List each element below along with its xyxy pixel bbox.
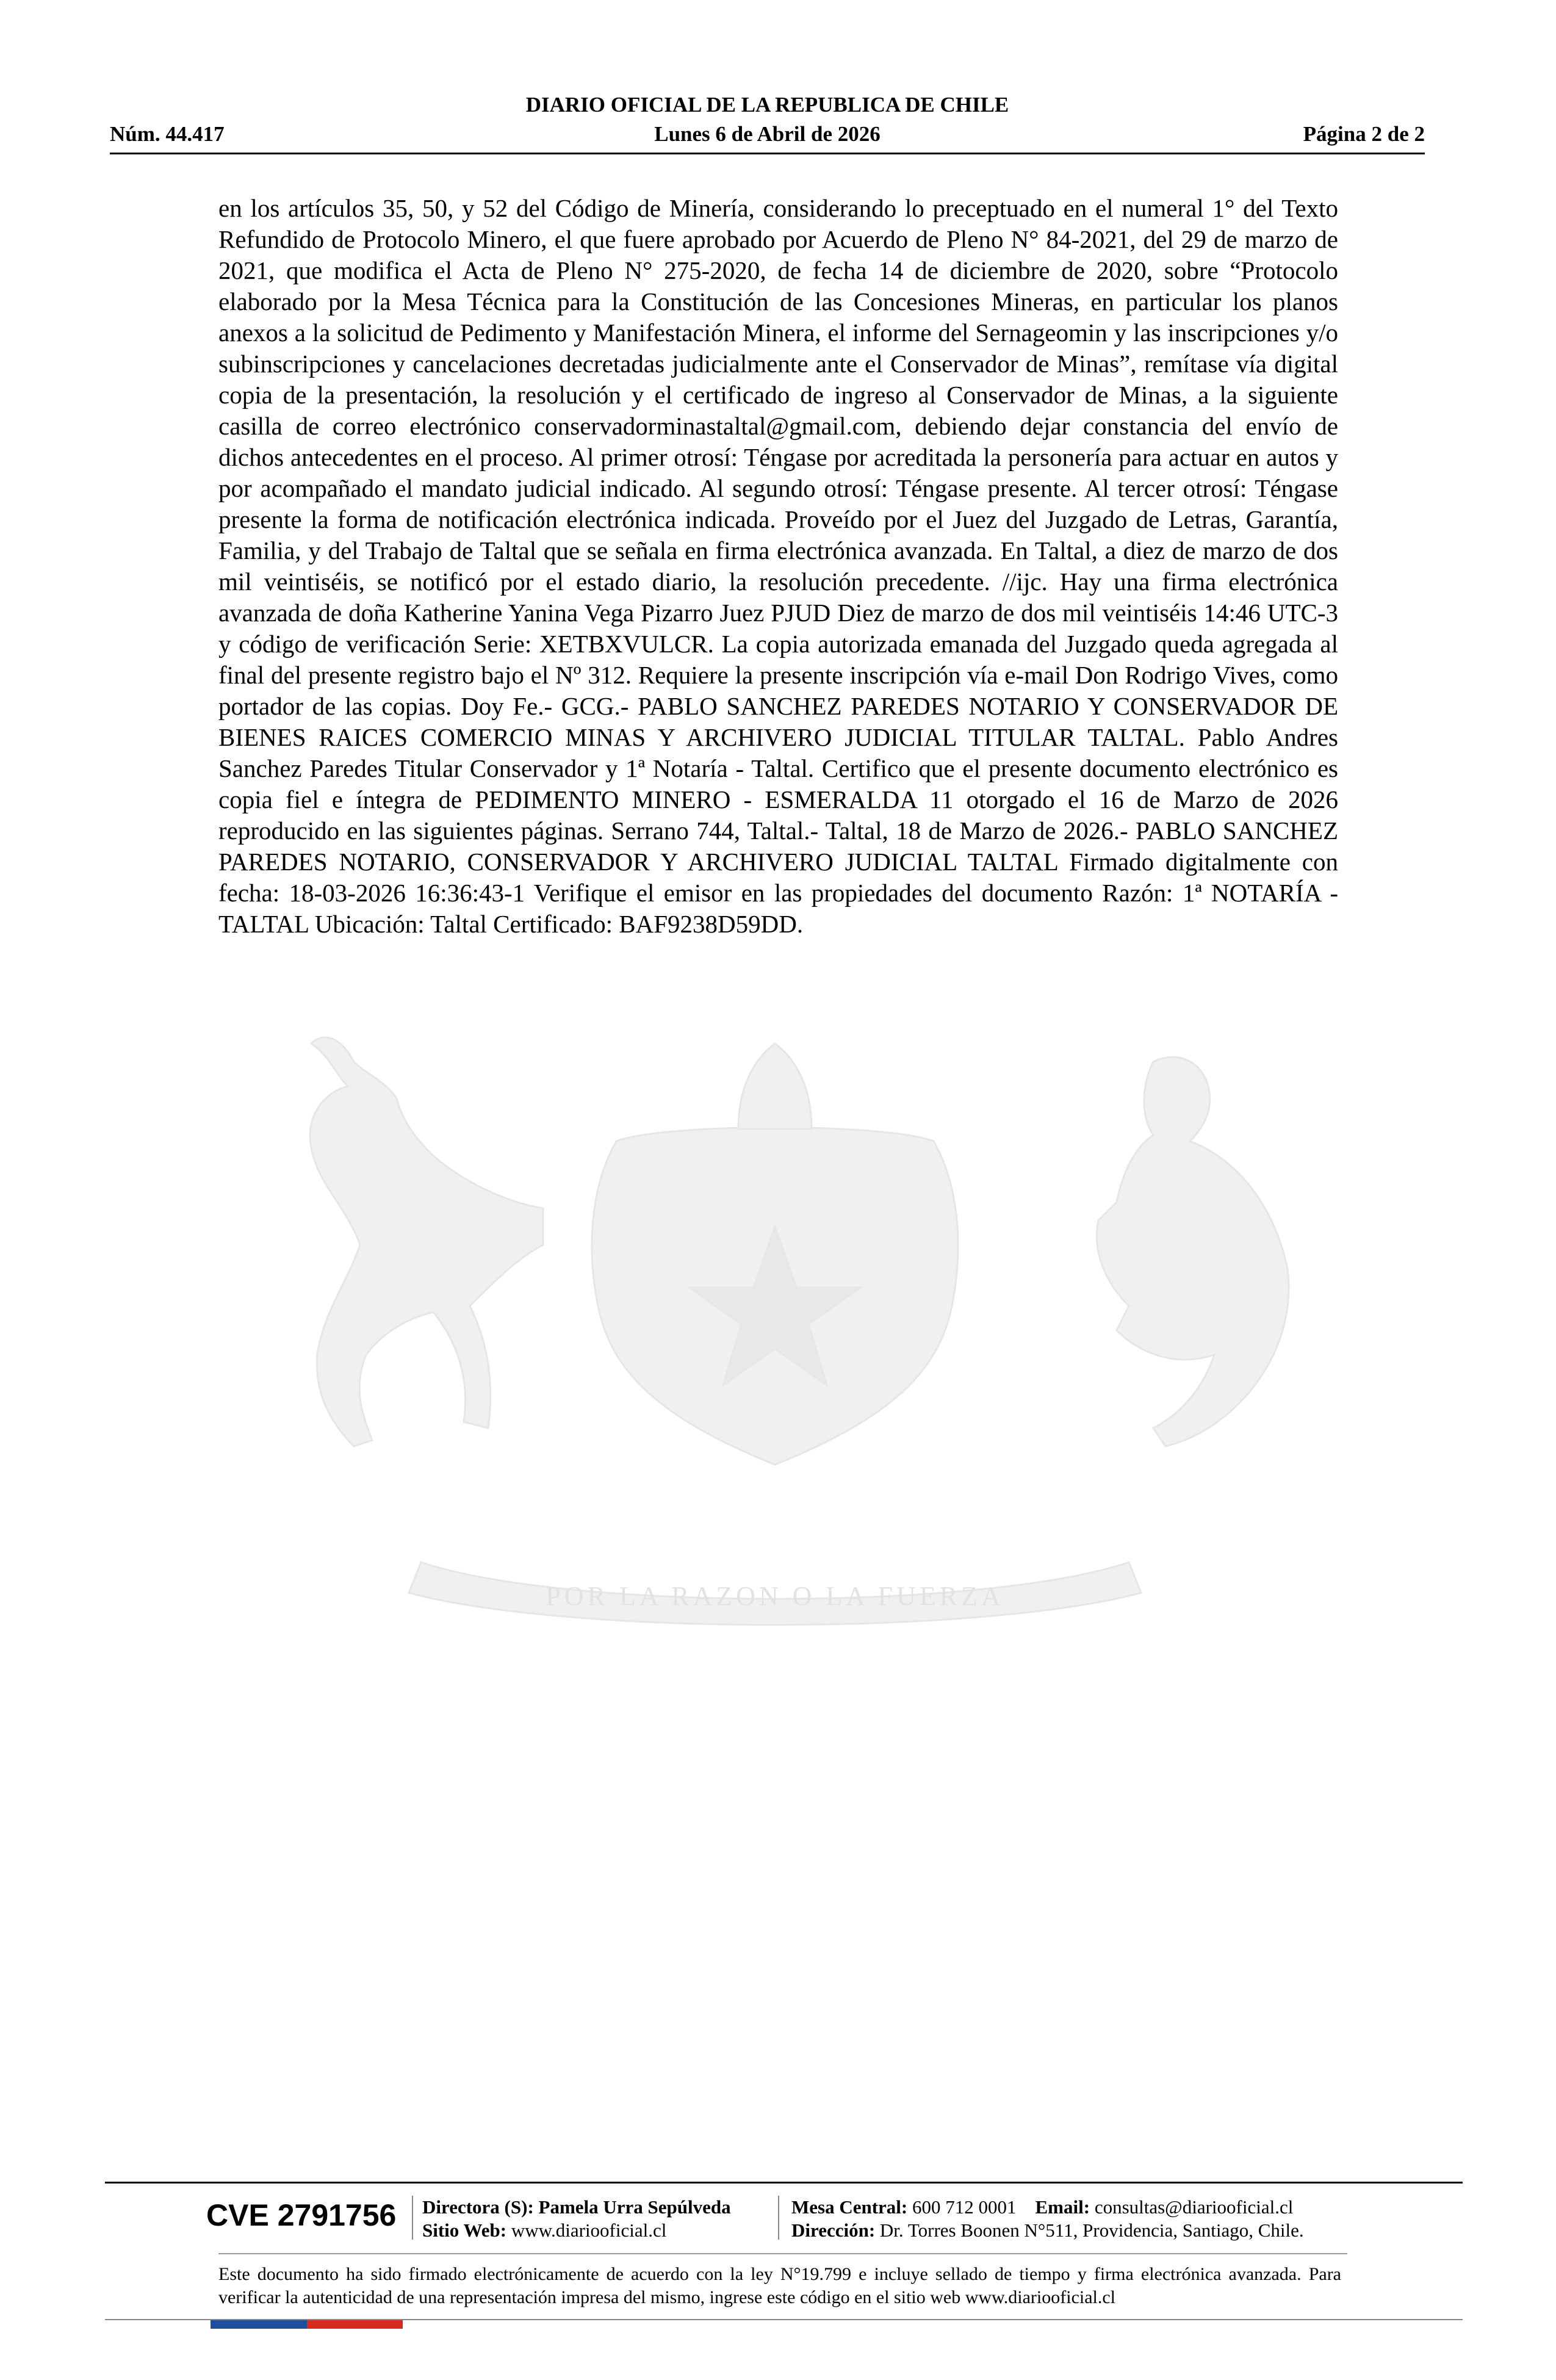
flag-blue-segment (211, 2320, 307, 2329)
cve-code: CVE 2791756 (206, 2198, 397, 2232)
footer-separator (412, 2196, 413, 2240)
email-label: Email: (1035, 2196, 1090, 2218)
flag-color-bar (211, 2320, 403, 2329)
document-body-text: en los artículos 35, 50, y 52 del Código de Minería, considerando lo preceptuado en el numeral 1° del Texto Refundido de Protocolo Minero, el que fuere aprobado por Acuerdo de Pleno N° 84-2021, del 29 de marzo de 2021, que modifica el Acta de Pleno N° 275-2020, de fecha 14 de diciembre de 2020, sobre “Protocolo elaborado por la Mesa Técnica para la Constitución de las Concesiones Mineras, en particular los planos anexos a la solicitud de Pedimento y Manifestación Minera, el informe del Sernageomin y las inscripciones y/o subinscripciones y cancelaciones decretadas judicialmente ante el Conservador de Minas”, remítase vía digital copia de la presentación, la resolución y el certificado de ingreso al Conservador de Minas, a la siguiente casilla de correo electrónico conservadorminastaltal@gmail.com, debiendo dejar constancia del envío de dichos antecedentes en el proceso. Al primer otrosí: Téngase por acreditada la personería para actuar en autos y por acompañado el mandato judicial indicado. Al segundo otrosí: Téngase presente. Al tercer otrosí: Téngase presente la forma de notificación electrónica indicada. Proveído por el Juez del Juzgado de Letras, Garantía, Familia, y del Trabajo de Taltal que se señala en firma electrónica avanzada. En Taltal, a diez de marzo de dos mil veintiséis, se notificó por el estado diario, la resolución precedente. //ijc. Hay una firma electrónica avanzada de doña Katherine Yanina Vega Pizarro Juez PJUD Diez de marzo de dos mil veintiséis 14:46 UTC-3 y código de verificación Serie: XETBXVULCR. La copia autorizada emanada del Juzgado queda agregada al final del presente registro bajo el Nº 312. Requiere la presente inscripción vía e-mail Don Rodrigo Vives, como portador de las copias. Doy Fe.- GCG.- PABLO SANCHEZ PAREDES NOTARIO Y CONSERVADOR DE BIENES RAICES COMERCIO MINAS Y ARCHIVERO JUDICIAL TITULAR TALTAL. Pablo Andres Sanchez Paredes Titular Conservador y 1ª Notaría - Taltal. Certifico que el presente documento electrónico es copia fiel e íntegra de PEDIMENTO MINERO - ESMERALDA 11 otorgado el 16 de Marzo de 2026 reproducido en las siguientes páginas. Serrano 744, Taltal.- Taltal, 18 de Marzo de 2026.- PABLO SANCHEZ PAREDES NOTARIO, CONSERVADOR Y ARCHIVERO JUDICIAL TALTAL Firmado digitalmente con fecha: 18-03-2026 16:36:43-1 Verifique el emisor en las propiedades del documento Razón: 1ª NOTARÍA - TALTAL Ubicación: Taltal Certificado: BAF9238D59DD. (218, 194, 1338, 938)
coat-of-arms-watermark-icon (201, 1025, 1349, 1635)
director-name: Pamela Urra Sepúlveda (538, 2196, 731, 2218)
footer-director-info (422, 2196, 731, 2242)
address-value: Dr. Torres Boonen N°511, Providencia, Santiago, Chile. (879, 2220, 1304, 2241)
page-header (110, 93, 1425, 154)
phone-label: Mesa Central: (791, 2196, 908, 2218)
newspaper-title: DIARIO OFICIAL DE LA REPUBLICA DE CHILE (525, 93, 1009, 117)
page-number: Página 2 de 2 (1303, 122, 1425, 146)
header-divider (110, 153, 1425, 154)
watermark-motto: POR LA RAZON O LA FUERZA (546, 1581, 1004, 1611)
legal-notice: Este documento ha sido firmado electrónicamente de acuerdo con la ley N°19.799 e incluye sellado de tiempo y firma electrónica avanzada. Para verificar la autenticidad de una representación impresa del mismo, ingrese este código en el sitio web www.diariooficial.cl (218, 2264, 1341, 2307)
issue-date: Lunes 6 de Abril de 2026 (654, 122, 881, 146)
footer-divider-top (105, 2182, 1463, 2183)
footer-separator (778, 2196, 779, 2240)
phone-value: 600 712 0001 (912, 2196, 1017, 2218)
footer-contact-info (791, 2196, 1304, 2242)
flag-red-segment (307, 2320, 403, 2329)
website-link[interactable]: www.diariooficial.cl (511, 2220, 667, 2241)
director-label: Directora (S): (422, 2196, 534, 2218)
footer-divider-mid (218, 2253, 1347, 2254)
website-label: Sitio Web: (422, 2220, 507, 2241)
issue-number: Núm. 44.417 (110, 122, 225, 146)
address-label: Dirección: (791, 2220, 876, 2241)
email-link[interactable]: consultas@diariooficial.cl (1094, 2196, 1294, 2218)
